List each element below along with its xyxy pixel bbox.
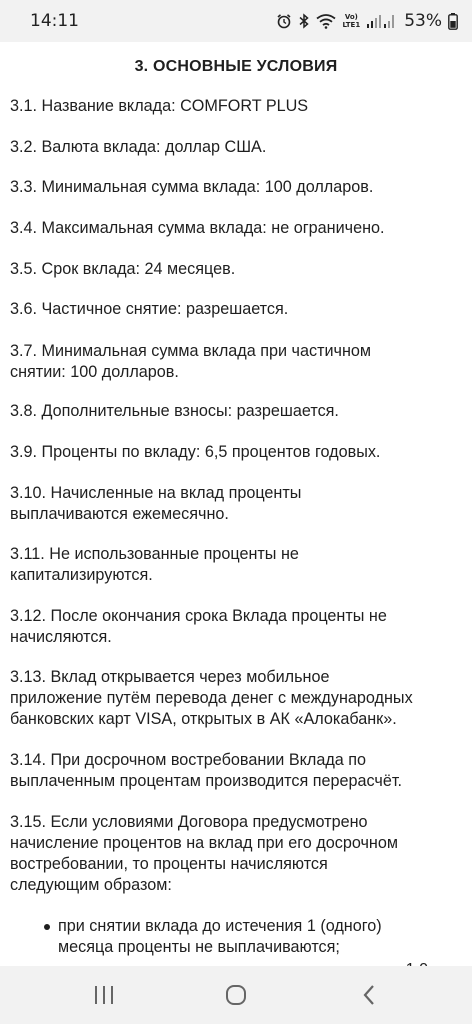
bullet-dot (44, 924, 50, 930)
clause-3-10: 3.10. Начисленные на вклад проценты выплачиваются ежемесячно. (10, 484, 302, 523)
clause-3-1: 3.1. Название вклада: COMFORT PLUS (10, 97, 309, 115)
clause-3-12: 3.12. После окончания срока Вклада проценты не начисляются. (10, 607, 387, 646)
signal-icon (366, 13, 396, 29)
clause-3-6: 3.6. Частичное снятие: разрешается. (10, 300, 289, 318)
clause-3-3: 3.3. Минимальная сумма вклада: 100 долларов. (10, 178, 374, 196)
status-icons (276, 11, 458, 31)
back-icon (361, 984, 377, 1006)
recents-icon (93, 985, 115, 1005)
bluetooth-icon (298, 13, 310, 29)
bullet-item: при снятии вклада до истечения 1 (одного) месяца проценты не выплачиваются; (58, 917, 382, 956)
clause-3-8: 3.8. Дополнительные взносы: разрешается. (10, 402, 339, 420)
document-content[interactable] (0, 42, 472, 966)
wifi-icon (316, 13, 336, 29)
clause-3-9: 3.9. Проценты по вкладу: 6,5 процентов годовых. (10, 443, 381, 461)
clause-3-11: 3.11. Не использованные проценты не капитализируются. (10, 545, 299, 584)
clause-3-5: 3.5. Срок вклада: 24 месяцев. (10, 260, 236, 278)
status-bar (0, 0, 472, 42)
alarm-icon (276, 13, 292, 29)
clause-3-15: 3.15. Если условиями Договора предусмотрено начисление процентов на вклад при его досрочном востребовании, то проценты начисляются следующим образом: (10, 813, 398, 894)
clause-3-2: 3.2. Валюта вклада: доллар США. (10, 138, 267, 156)
section-title: 3. ОСНОВНЫЕ УСЛОВИЯ (134, 58, 338, 75)
clause-3-4: 3.4. Максимальная сумма вклада: не ограничено. (10, 219, 385, 237)
clause-3-13: 3.13. Вклад открывается через мобильное приложение путём перевода денег с международных банковских карт VISA, открытых в АК «Алокабанк». (10, 668, 413, 728)
recents-button[interactable] (79, 976, 129, 1014)
clause-3-14: 3.14. При досрочном востребовании Вклада по выплаченным процентам производится перерасчёт. (10, 751, 402, 790)
battery-icon (448, 13, 458, 30)
volte-indicator: Vo) LTE1 (342, 13, 361, 29)
home-icon (225, 984, 247, 1006)
navigation-bar (0, 966, 472, 1024)
clause-3-7: 3.7. Минимальная сумма вклада при частичном снятии: 100 долларов. (10, 342, 372, 381)
back-button[interactable] (344, 976, 394, 1014)
home-button[interactable] (211, 976, 261, 1014)
battery-percent: 53% (404, 11, 442, 31)
status-time: 14:11 (30, 11, 79, 31)
